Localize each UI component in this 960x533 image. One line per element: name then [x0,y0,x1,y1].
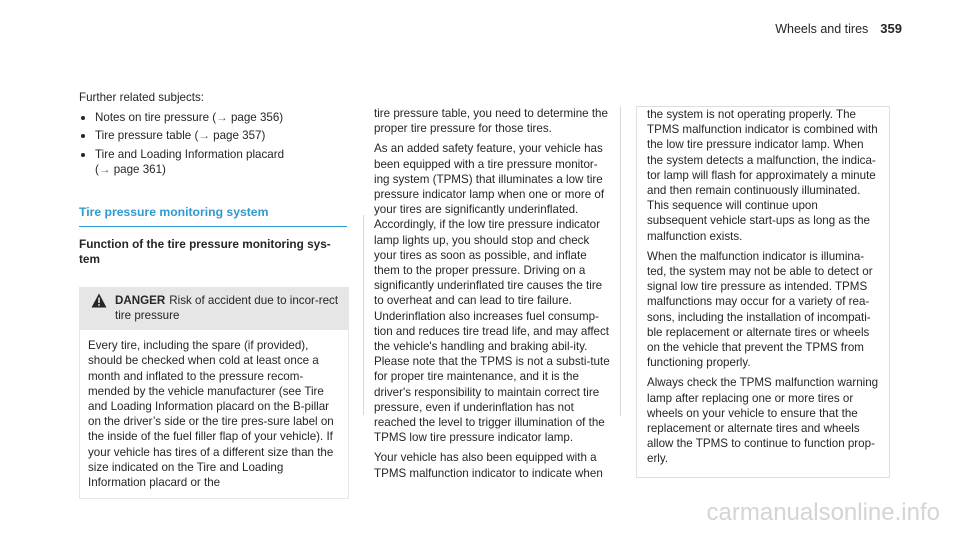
section-title: Tire pressure monitoring system [79,205,347,227]
arrow-icon: → [98,162,111,176]
danger-label: DANGER [115,294,166,308]
arrow-icon: → [216,111,228,125]
section-name: Wheels and tires [775,22,869,36]
related-list [79,110,349,177]
note-box [636,106,890,478]
paragraph: Your vehicle has also been equipped with a TPMS malfunction indicator to indicate when [374,451,603,480]
paragraph: tire pressure table, you need to determine the proper tire pressure for those tires. [374,107,608,136]
sub-title: Function of the tire pressure monitoring sys-tem [79,237,331,267]
bullet-icon [81,153,85,157]
warning-triangle-icon [91,293,107,308]
arrow-icon: → [198,129,210,143]
column-3 [636,106,890,478]
page-number: 359 [880,21,902,36]
related-item[interactable]: Tire and Loading Information placard (→ page 361) [79,147,349,177]
related-item[interactable]: Tire pressure table (→ page 357) [79,128,349,143]
column-divider [620,106,621,416]
watermark-logo [520,497,940,527]
paragraph: When the malfunction indicator is illumina-ted, the system may not be able to detect or signal low tire pressure as intended. TPMS malfunctions may occur for a variety of rea-sons, including the installation of incompati-ble replacement or alternate tires or wheels on the vehicle that prevent the TPMS from functioning properly. [647,249,873,370]
danger-body: Every tire, including the spare (if provided), should be checked when cold at least once a month and inflated to the pressure recom-mended by the vehicle manufacturer (see Tire and Loading Information placard on the B-pillar on the driver’s side or the tire pres-sure label on the inside of the fuel filler flap of your vehicle). If your vehicle has tires of a different size than the size indicated on the Tire and Loading Information placard or the [79,330,349,499]
danger-box [79,287,349,499]
column-1 [79,90,349,499]
related-item[interactable]: Notes on tire pressure (→ page 356) [79,110,349,125]
danger-text: Risk of accident due to incor-rect tire pressure [115,294,339,323]
page-header [775,21,902,36]
paragraph: Always check the TPMS malfunction warning lamp after replacing one or more tires or wheels on your vehicle to ensure that the replacement or alternate tires and wheels allow the TPMS to continue to function prop-erly. [647,376,879,466]
bullet-icon [81,134,85,138]
svg-text:carmanualsonline.info: carmanualsonline.info [706,499,940,526]
paragraph: As an added safety feature, your vehicle has been equipped with a tire pressure monitor-ing system (TPMS) that illuminates a low tire pressure indicator lamp when one or more of your tires are significantly underinflated. Accordingly, if the low tire pressure indicator lamp lights up, you should stop and check your tires as soon as possible, and inflate them to the proper pressure. Driving on a significantly underinflated tire causes the tire to overheat and can lead to tire failure. Underinflation also increases fuel consump-tion and reduces tire tread life, and may affect the vehicle's handling and braking abil-ity. Please note that the TPMS is not a substi-tute for proper tire maintenance, and it is the driver's responsibility to maintain correct tire pressure, even if underinflation has not reached the level to trigger illumination of the TPMS low tire pressure indicator lamp. [374,142,610,445]
column-2 [374,106,611,486]
column-divider [363,215,364,415]
paragraph: the system is not operating properly. The TPMS malfunction indicator is combined with the low tire pressure indicator lamp. When the system detects a malfunction, the indica-tor lamp will flash for approximately a minute and then remain continuously illuminated. This sequence will continue upon subsequent vehicle start-ups as long as the malfunction exists. [647,108,878,243]
bullet-icon [81,116,85,120]
further-label: Further related subjects: [79,91,205,104]
danger-header [79,287,349,330]
